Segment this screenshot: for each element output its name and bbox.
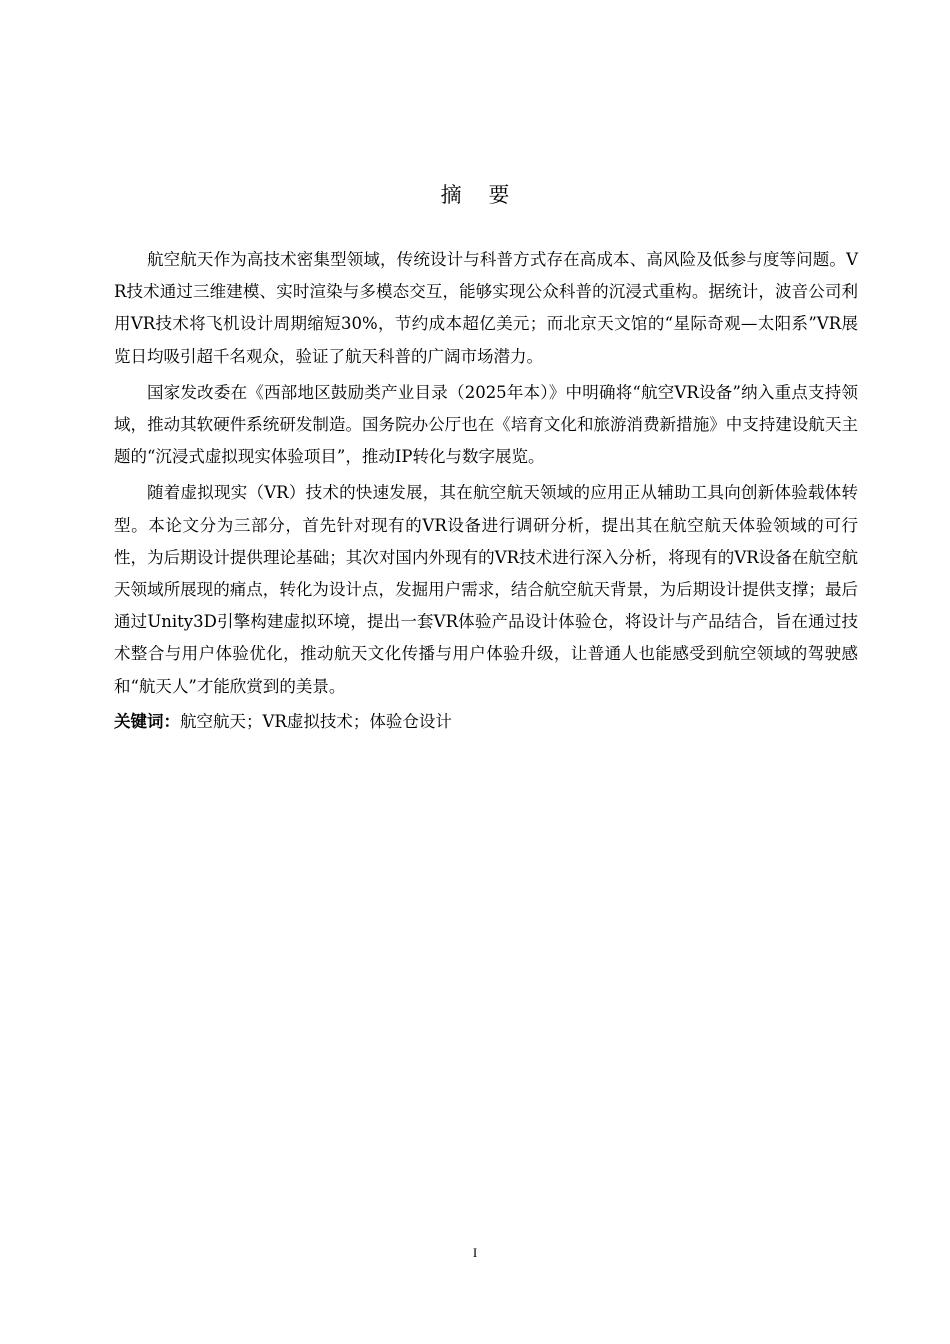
abstract-paragraph-3: 随着虚拟现实（VR）技术的快速发展，其在航空航天领域的应用正从辅助工具向创新体验载体转型。本论文分为三部分，首先针对现有的VR设备进行调研分析，提出其在航空航天体验领域的可行性，为后期设计提供理论基础；其次对国内外现有的VR技术进行深入分析，将现有的VR设备在航空航天领域所展现的痛点，转化为设计点，发掘用户需求，结合航空航天背景，为后期设计提供支撑；最后通过Unity3D引擎构建虚拟环境，提出一套VR体验产品设计体验仓，将设计与产品结合，旨在通过技术整合与用户体验优化，推动航天文化传播与用户体验升级，让普通人也能感受到航空领域的驾驶感和“航天人”才能欣赏到的美景。 [114, 483, 858, 696]
keywords-line [114, 707, 858, 737]
page-number: I [472, 1245, 478, 1260]
abstract-body [114, 244, 858, 737]
abstract-paragraph-1: 航空航天作为高技术密集型领域，传统设计与科普方式存在高成本、高风险及低参与度等问题。VR技术通过三维建模、实时渲染与多模态交互，能够实现公众科普的沉浸式重构。据统计，波音公司利用VR技术将飞机设计周期缩短30%，节约成本超亿美元；而北京天文馆的“星际奇观—太阳系”VR展览日均吸引超千名观众，验证了航天科普的广阔市场潜力。 [114, 250, 858, 366]
abstract-title: 摘 要 [440, 183, 520, 207]
keywords-value: 航空航天；VR虚拟技术；体验仓设计 [180, 711, 452, 731]
keywords-label: 关键词： [114, 711, 180, 731]
abstract-paragraph-2: 国家发改委在《西部地区鼓励类产业目录（2025年本）》中明确将“航空VR设备”纳入重点支持领域，推动其软硬件系统研发制造。国务院办公厅也在《培育文化和旅游消费新措施》中支持建设航天主题的“沉浸式虚拟现实体验项目”，推动IP转化与数字展览。 [114, 382, 858, 467]
